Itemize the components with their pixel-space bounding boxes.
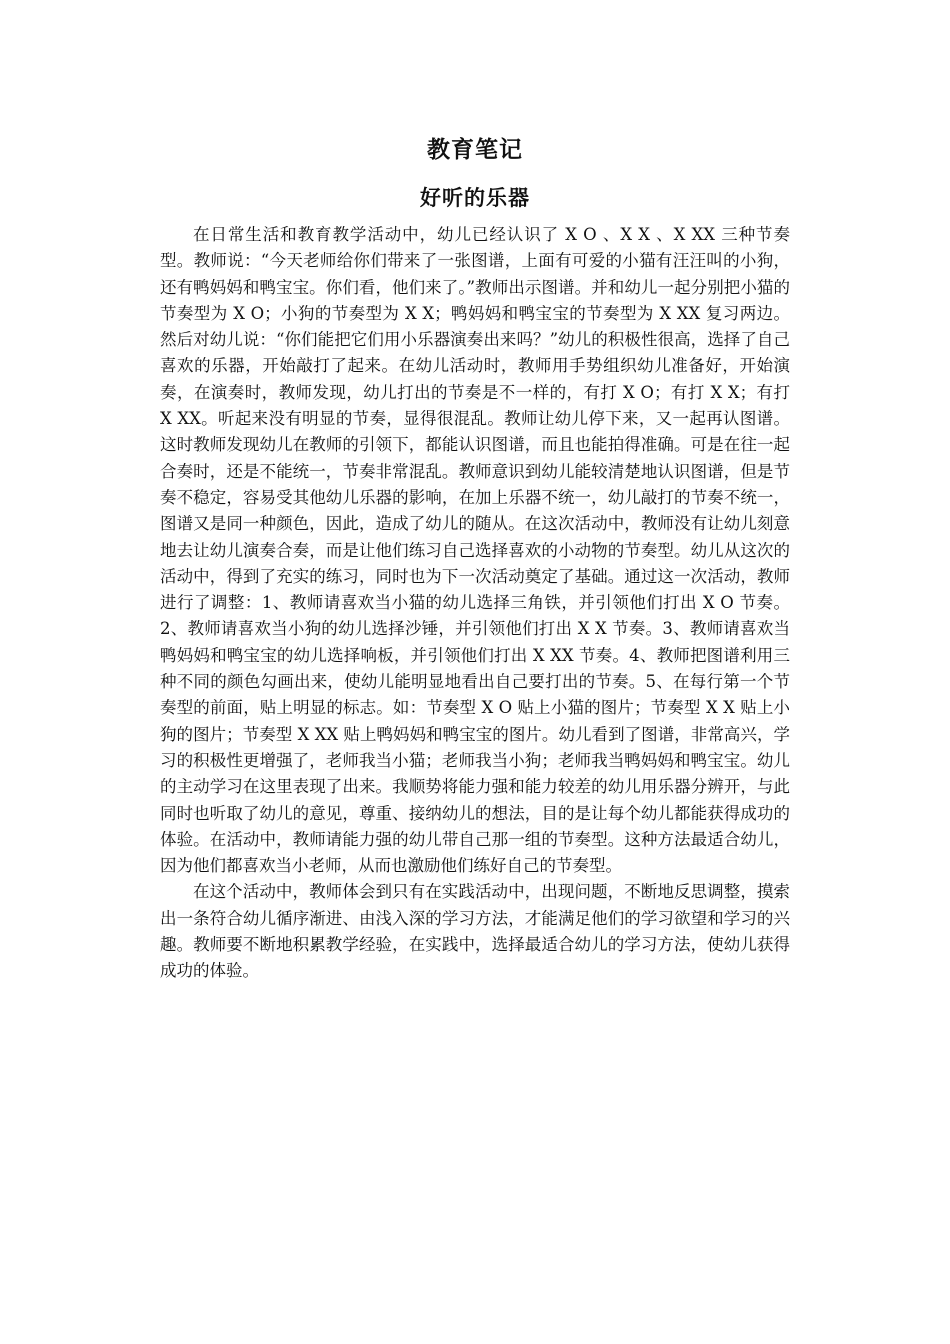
document-title: 教育笔记 [427,136,523,163]
body-paragraph: 在日常生活和教育教学活动中，幼儿已经认识了 X O 、X X 、X XX 三种节奏型。教师说：“今天老师给你们带来了一张图谱，上面有可爱的小猫有汪汪叫的小狗，还有鸭妈妈和鸭宝宝。你们看，他们来了。”教师出示图谱。并和幼儿一起分别把小猫的节奏型为 X O；小狗的节奏型为 X X；鸭妈妈和鸭宝宝的节奏型为 X XX 复习两边。然后对幼儿说：“你们能把它们用小乐器演奏出来吗？”幼儿的积极性很高，选择了自己喜欢的乐器，开始敲打了起来。在幼儿活动时，教师用手势组织幼儿准备好，开始演奏，在演奏时，教师发现，幼儿打出的节奏是不一样的，有打 X O；有打 X X；有打 X XX。听起来没有明显的节奏，显得很混乱。教师让幼儿停下来，又一起再认图谱。这时教师发现幼儿在教师的引领下，都能认识图谱，而且也能拍得准确。可是在往一起合奏时，还是不能统一，节奏非常混乱。教师意识到幼儿能较清楚地认识图谱，但是节奏不稳定，容易受其他幼儿乐器的影响，在加上乐器不统一，幼儿敲打的节奏不统一，图谱又是同一种颜色，因此，造成了幼儿的随从。在这次活动中，教师没有让幼儿刻意地去让幼儿演奏合奏，而是让他们练习自己选择喜欢的小动物的节奏型。幼儿从这次的活动中，得到了充实的练习，同时也为下一次活动奠定了基础。通过这一次活动，教师进行了调整：1、教师请喜欢当小猫的幼儿选择三角铁，并引领他们打出 X O 节奏。2、教师请喜欢当小狗的幼儿选择沙锤，并引领他们打出 X X 节奏。3、教师请喜欢当鸭妈妈和鸭宝宝的幼儿选择响板，并引领他们打出 X XX 节奏。4、教师把图谱利用三种不同的颜色勾画出来，使幼儿能明显地看出自己要打出的节奏。5、在每行第一个节奏型的前面，贴上明显的标志。如：节奏型 X O 贴上小猫的图片；节奏型 X X 贴上小狗的图片；节奏型 X XX 贴上鸭妈妈和鸭宝宝的图片。幼儿看到了图谱，非常高兴，学习的积极性更增强了，老师我当小猫；老师我当小狗；老师我当鸭妈妈和鸭宝宝。幼儿的主动学习在这里表现了出来。我顺势将能力强和能力较差的幼儿用乐器分辨开，与此同时也听取了幼儿的意见，尊重、接纳幼儿的想法，目的是让每个幼儿都能获得成功的体验。在活动中，教师请能力强的幼儿带自己那一组的节奏型。这种方法最适合幼儿，因为他们都喜欢当小老师，从而也激励他们练好自己的节奏型。 [160,225,790,876]
document-subtitle: 好听的乐器 [420,185,530,210]
document-body [160,222,790,985]
body-paragraph: 在这个活动中，教师体会到只有在实践活动中，出现问题，不断地反思调整，摸索出一条符合幼儿循序渐进、由浅入深的学习方法，才能满足他们的学习欲望和学习的兴趣。教师要不断地积累教学经验，在实践中，选择最适合幼儿的学习方法，使幼儿获得成功的体验。 [160,882,790,981]
